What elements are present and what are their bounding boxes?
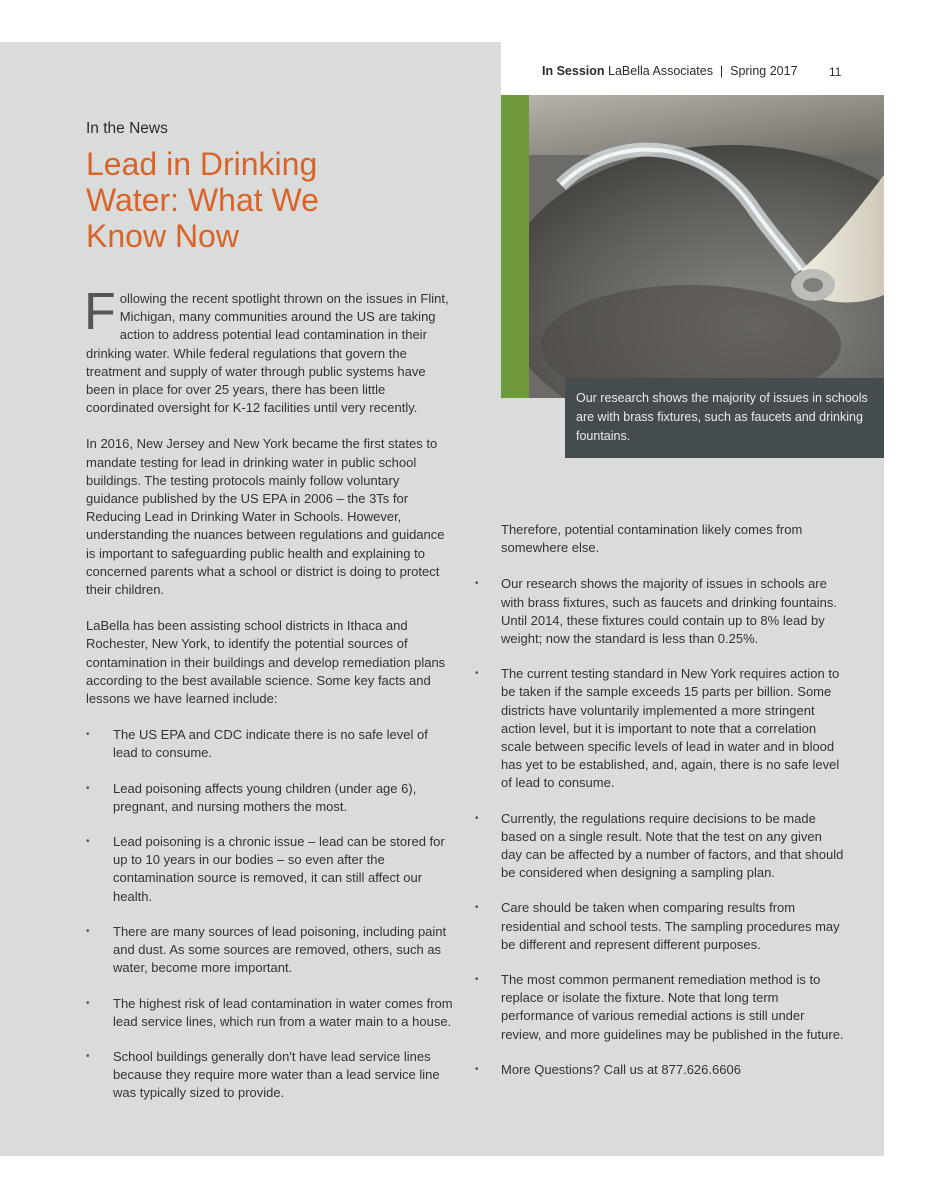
page-header <box>0 64 927 82</box>
list-item: • The current testing standard in New York requires action to be taken if the sample exceeds 15 parts per billion. Some districts have voluntarily implemented a more stringent action level, but it is important to note that a correlation scale between specific levels of lead in water and in blood has yet to be established, and, again, there is no safe level of lead to consume. <box>501 665 844 792</box>
article-title <box>86 146 446 254</box>
page-number: 11 <box>829 65 842 79</box>
photo-accent-bar <box>501 95 529 398</box>
publication-title <box>542 64 798 78</box>
section-kicker: In the News <box>86 120 168 137</box>
list-item: • There are many sources of lead poisoning, including paint and dust. As some sources are removed, others, such as water, become more important. <box>86 923 454 978</box>
continuation-text: Therefore, potential contamination likely comes from somewhere else. <box>501 522 803 556</box>
header-separator: | <box>719 64 724 78</box>
drop-cap: F <box>84 283 116 341</box>
title-line: Lead in Drinking <box>86 146 318 182</box>
list-item: • Currently, the regulations require decisions to be made based on a single result. Note that the test on any given day can be affected by a number of factors, and that should be considered when designing a sampling plan. <box>501 810 844 883</box>
list-item: • School buildings generally don't have lead service lines because they require more water than a lead service line was typically sized to provide. <box>86 1048 454 1103</box>
list-item: • The most common permanent remediation method is to replace or isolate the fixture. Note that long term performance of various remedial actions is still under review, and more guidelines may be published in the future. <box>501 971 844 1044</box>
brand-rest: LaBella Associates <box>608 64 713 78</box>
list-item: • Our research shows the majority of issues in schools are with brass fixtures, such as faucets and drinking fountains. Until 2014, these fixtures could contain up to 8% lead by weight; now the standard is less than 0.25%. <box>501 575 844 648</box>
photo-caption: Our research shows the majority of issues in schools are with brass fixtures, such as faucets and drinking fountains. <box>565 378 884 458</box>
drinking-fountain-photo <box>501 95 884 398</box>
issue-label: Spring 2017 <box>730 64 798 78</box>
list-item: • The US EPA and CDC indicate there is no safe level of lead to consume. <box>86 726 454 762</box>
intro-text: ollowing the recent spotlight thrown on the issues in Flint, Michigan, many communities around the US are taking action to address potential lead contamination in their drinking water. While federal regulations that govern the treatment and supply of water through public systems have been in place for over 25 years, there has been little coordinated oversight for K-12 facilities until very recently. <box>86 291 449 416</box>
article-column-right <box>501 521 844 1096</box>
title-line: Know Now <box>86 218 239 254</box>
fountain-illustration <box>501 95 884 398</box>
facts-list-left <box>86 726 454 1102</box>
list-item: • Care should be taken when comparing results from residential and school tests. The sampling procedures may be different and represent different purposes. <box>501 899 844 954</box>
article-column-left <box>84 283 454 1120</box>
contact-line: • More Questions? Call us at 877.626.6606 <box>501 1061 844 1079</box>
intro-paragraph <box>84 283 454 417</box>
list-item: • Lead poisoning affects young children (under age 6), pregnant, and nursing mothers the most. <box>86 780 454 816</box>
paragraph-3: LaBella has been assisting school districts in Ithaca and Rochester, New York, to identify the potential sources of contamination in their buildings and develop remediation plans according to the best available science. Some key facts and lessons we have learned include: <box>86 618 446 707</box>
list-item: • The highest risk of lead contamination in water comes from lead service lines, which run from a water main to a house. <box>86 995 454 1031</box>
facts-list-right <box>501 575 844 1079</box>
list-item: • Lead poisoning is a chronic issue – lead can be stored for up to 10 years in our bodies – so even after the contamination source is removed, it can still affect our health. <box>86 833 454 906</box>
paragraph-2: In 2016, New Jersey and New York became the first states to mandate testing for lead in drinking water in public school buildings. The testing protocols mainly follow voluntary guidance published by the US EPA in 2006 – the 3Ts for Reducing Lead in Drinking Water in Schools. However, understanding the nuances between regulations and guidance is important to safeguarding public health and explaining to concerned parents what a school or district is doing to protect their children. <box>86 436 445 598</box>
brand-bold: In Session <box>542 64 605 78</box>
title-line: Water: What We <box>86 182 319 218</box>
